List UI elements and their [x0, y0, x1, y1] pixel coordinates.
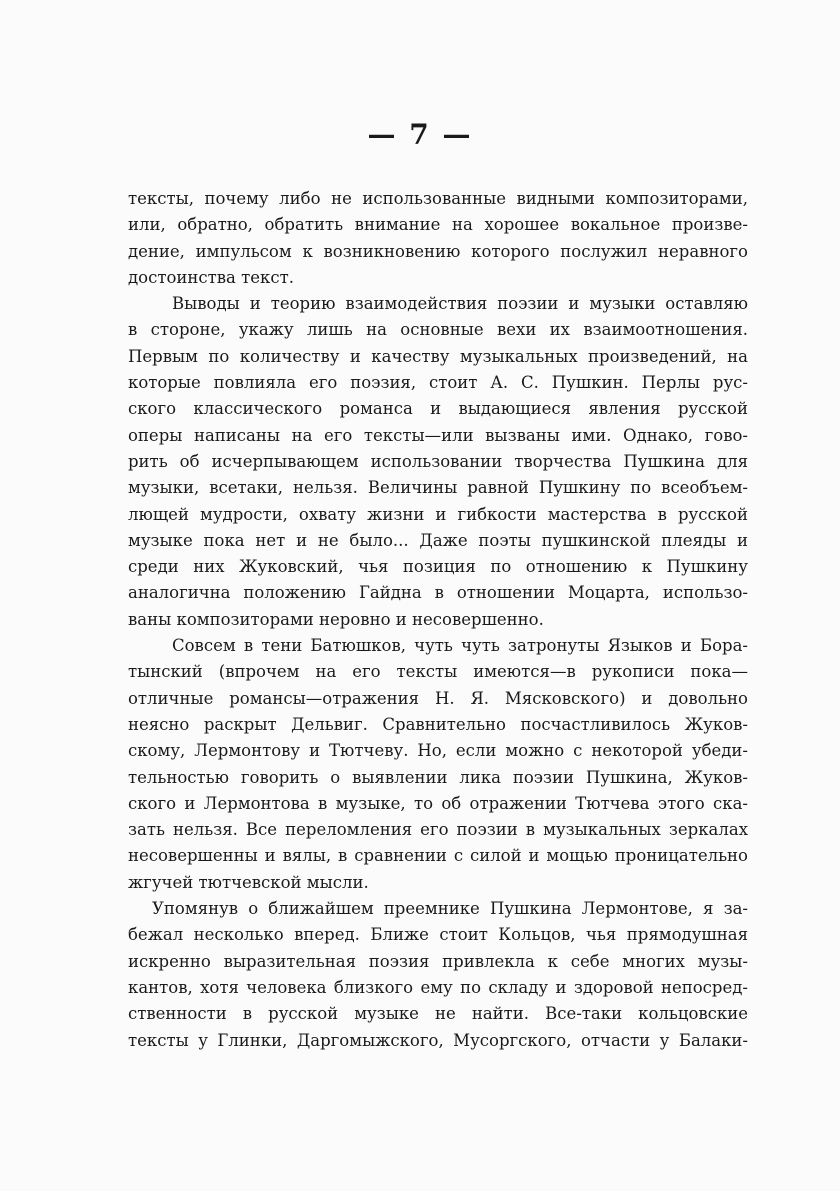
text-line: ского классического романса и выдающиеся явления русской: [128, 399, 748, 419]
text-line: зать нельзя. Все переломления его поэзии в музыкальных зеркалах: [128, 820, 748, 840]
text-line: Выводы и теорию взаимодействия поэзии и музыки оставляю: [172, 294, 748, 314]
text-line: кантов, хотя человека близкого ему по складу и здоровой непосред-: [128, 977, 748, 997]
text-line: среди них Жуковский, чья позиция по отношению к Пушкину: [128, 557, 748, 577]
text-line: бежал несколько вперед. Ближе стоит Кольцов, чья прямодушная: [128, 925, 748, 945]
text-line: Совсем в тени Батюшков, чуть чуть затронуты Языков и Бора-: [172, 636, 748, 656]
text-line: лющей мудрости, охвату жизни и гибкости мастерства в русской: [128, 504, 748, 524]
text-line: тексты, почему либо не использованные видными композиторами,: [128, 189, 748, 208]
text-line: жгучей тютчевской мысли.: [128, 872, 369, 892]
text-line: тельностью говорить о выявлении лика поэзии Пушкина, Жуков-: [128, 767, 748, 787]
text-line: Первым по количеству и качеству музыкальных произведений, на: [128, 346, 748, 366]
text-line: ваны композиторами неровно и несовершенно.: [128, 609, 544, 629]
text-line: дение, импульсом к возникновению которого послужил неравного: [128, 241, 748, 261]
text-line: аналогична положению Гайдна в отношении Моцарта, использо-: [128, 583, 748, 603]
text-line: или, обратно, обратить внимание на хорошее вокальное произве-: [128, 215, 748, 235]
text-line: оперы написаны на его тексты—или вызваны ими. Однако, гово-: [128, 425, 748, 445]
text-line: тынский (впрочем на его тексты имеются—в рукописи пока—: [128, 662, 748, 682]
text-line: тексты у Глинки, Даргомыжского, Мусоргского, отчасти у Балаки-: [128, 1030, 748, 1050]
text-line: скому, Лермонтову и Тютчеву. Но, если можно с некоторой убеди-: [128, 741, 748, 761]
text-line: неясно раскрыт Дельвиг. Сравнительно посчастливилось Жуков-: [128, 714, 748, 734]
text-line: которые повлияла его поэзия, стоит А. С. Пушкин. Перлы рус-: [128, 373, 748, 393]
text-line: рить об исчерпывающем использовании творчества Пушкина для: [128, 451, 748, 471]
text-line: несовершенны и вялы, в сравнении с силой и мощью проницательно: [128, 846, 748, 866]
body-text: [128, 186, 748, 1054]
text-line: Упомянув о ближайшем преемнике Пушкина Лермонтове, я за-: [152, 899, 748, 919]
text-line: ственности в русской музыке не найти. Все-таки кольцовские: [128, 1004, 748, 1024]
text-line: музыки, всетаки, нельзя. Величины равной Пушкину по всеобъем-: [128, 478, 748, 498]
text-line: отличные романсы—отражения Н. Я. Мясковского) и довольно: [128, 688, 748, 708]
page-number: — 7 —: [367, 118, 473, 151]
text-line: музыке пока нет и не было... Даже поэты пушкинской плеяды и: [128, 530, 748, 550]
text-line: ского и Лермонтова в музыке, то об отражении Тютчева этого ска-: [128, 793, 748, 813]
text-line: искренно выразительная поэзия привлекла к себе многих музы-: [128, 951, 748, 971]
text-line: в стороне, укажу лишь на основные вехи их взаимоотношения.: [128, 320, 748, 340]
text-line: достоинства текст.: [128, 267, 294, 287]
